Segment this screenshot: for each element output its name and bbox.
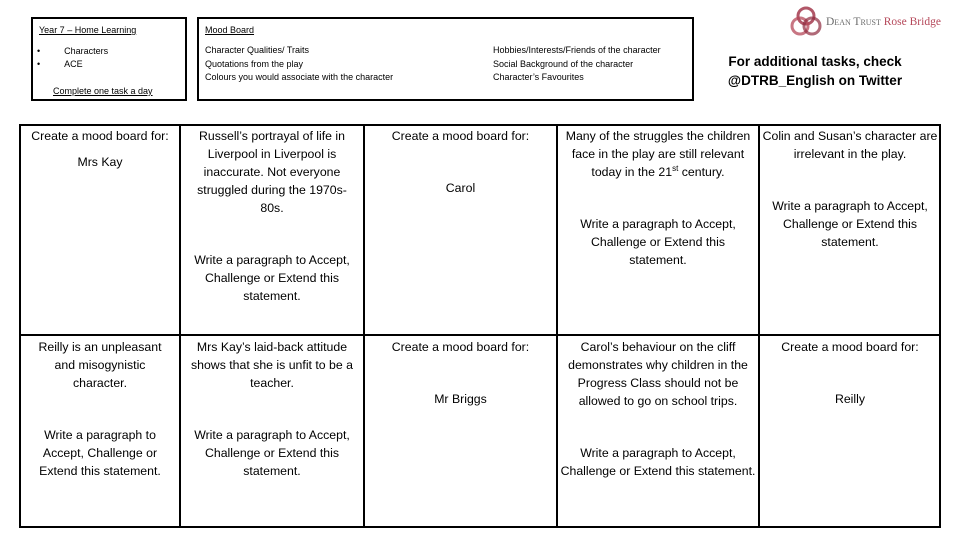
task-prompt: Create a mood board for:	[781, 340, 919, 354]
task-cell-colin-susan-statement	[762, 127, 938, 251]
task-statement: Colin and Susan’s character are irrelevant in the play.	[762, 129, 938, 161]
task-statement: Russell’s portrayal of life in Liverpool in Liverpool is inaccurate. Not everyone struggled during the 1970s-80s.	[197, 129, 347, 215]
task-instruction: Write a paragraph to Accept, Challenge or Extend this statement.	[772, 199, 928, 249]
bullet-label: ACE	[64, 59, 83, 69]
bullet-label: Characters	[64, 46, 109, 56]
mood-board-box	[197, 17, 694, 101]
logo-text-trust: Dean Trust	[826, 16, 881, 28]
grid-divider	[758, 124, 760, 528]
task-prompt: Create a mood board for:	[31, 129, 169, 143]
task-statement: Mrs Kay’s laid-back attitude shows that she is unfit to be a teacher.	[190, 340, 353, 390]
mood-board-item: Quotations from the play	[205, 58, 304, 69]
task-instruction: Write a paragraph to Accept, Challenge or Extend this statement.	[194, 428, 350, 478]
mood-board-item: Character’s Favourites	[493, 72, 584, 82]
mood-board-title: Mood Board	[205, 25, 255, 35]
mood-board-item: Social Background of the character	[493, 58, 634, 69]
grid-divider	[19, 334, 941, 336]
mood-board-item: Character Qualities/ Traits	[205, 45, 310, 55]
grid-divider	[556, 124, 558, 528]
home-learning-title: Year 7 – Home Learning	[39, 25, 137, 35]
task-cell-reilly-statement	[27, 338, 173, 480]
bullet-item: • Characters	[37, 46, 109, 56]
task-statement: Many of the struggles the children face in the play are still relevant today in the 21st century.	[565, 129, 751, 179]
task-character: Reilly	[834, 392, 866, 406]
grid-divider	[179, 124, 181, 528]
task-character: Mrs Kay	[77, 155, 123, 169]
task-prompt: Create a mood board for:	[391, 129, 530, 143]
task-cell-mood-board-reilly	[762, 338, 938, 408]
school-logo	[788, 4, 948, 38]
twitter-note: For additional tasks, check @DTRB_English on Twitter	[727, 54, 903, 88]
home-learning-footer: Complete one task a day	[53, 86, 153, 96]
task-instruction: Write a paragraph to Accept, Challenge or Extend this statement.	[39, 428, 161, 478]
logo-text-school: Rose Bridge	[883, 16, 941, 28]
task-cell-mrs-kay-statement	[186, 338, 358, 480]
bullet-item: • ACE	[37, 59, 83, 69]
task-statement: Carol’s behaviour on the cliff demonstrates why children in the Progress Class should not be allowed to go on school trips.	[568, 340, 748, 408]
task-cell-mood-board-mrs-kay	[21, 127, 179, 171]
task-character: Mr Briggs	[434, 392, 487, 406]
task-statement: Reilly is an unpleasant and misogynistic character.	[38, 340, 162, 390]
home-learning-box	[31, 17, 187, 101]
task-prompt: Create a mood board for:	[391, 340, 530, 354]
mood-board-right-list	[493, 44, 661, 85]
mood-board-item: Hobbies/Interests/Friends of the character	[493, 45, 661, 55]
task-cell-russell-statement	[186, 127, 358, 305]
task-cell-mood-board-mr-briggs	[365, 338, 556, 408]
task-cell-carol-cliff-statement	[560, 338, 756, 480]
task-instruction: Write a paragraph to Accept, Challenge or Extend this statement.	[194, 253, 350, 303]
mood-board-left-list	[205, 44, 393, 85]
task-cell-struggles-statement	[562, 127, 754, 269]
task-instruction: Write a paragraph to Accept, Challenge or Extend this statement.	[560, 446, 756, 478]
task-instruction: Write a paragraph to Accept, Challenge or Extend this statement.	[580, 217, 736, 267]
mood-board-item: Colours you would associate with the character	[205, 72, 394, 82]
task-cell-mood-board-carol	[365, 127, 556, 197]
task-character: Carol	[445, 181, 476, 195]
logo-emblem-icon	[788, 4, 824, 38]
